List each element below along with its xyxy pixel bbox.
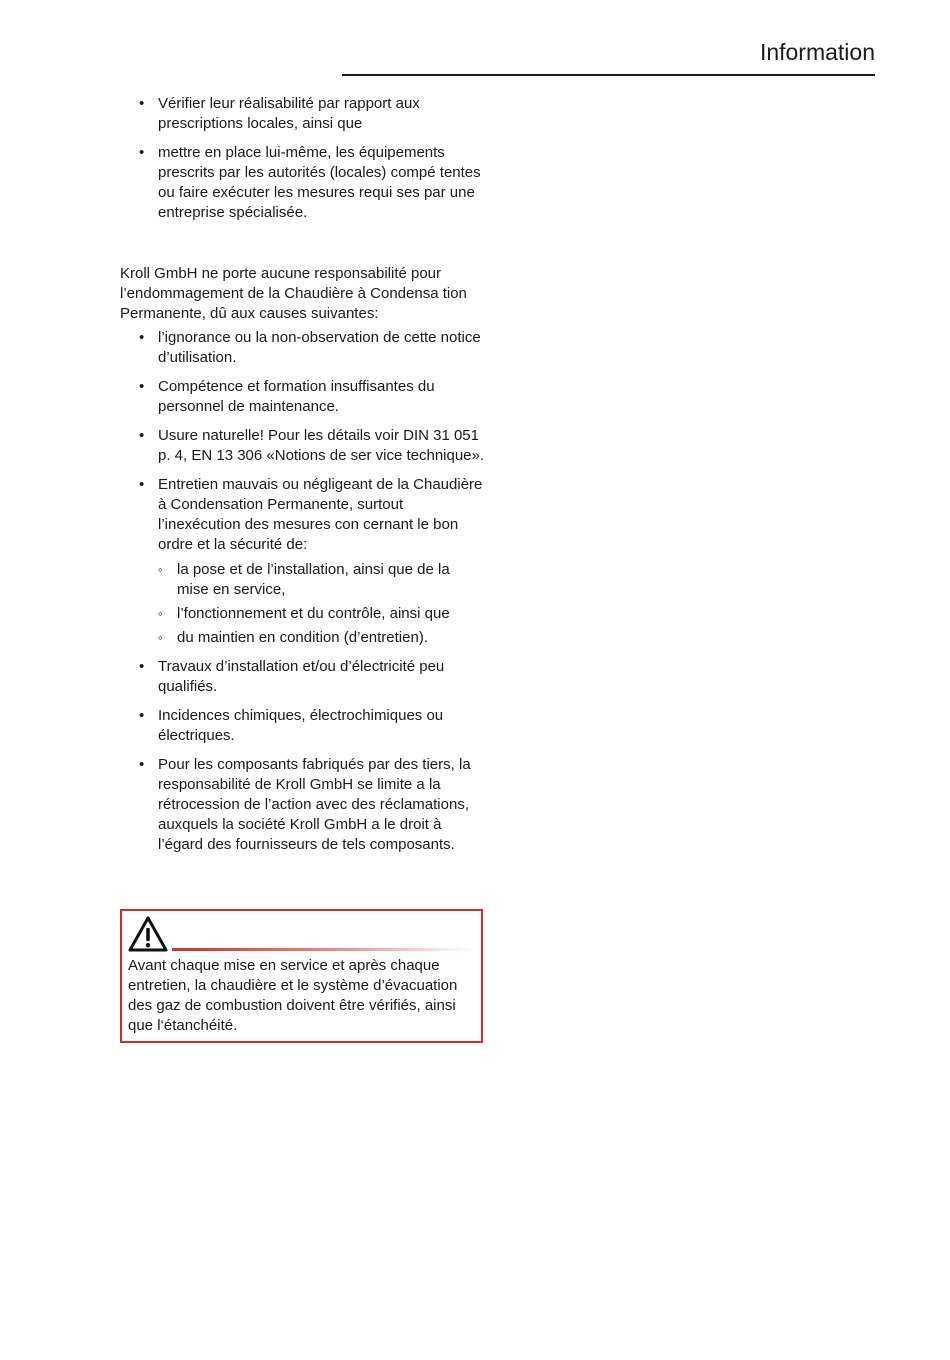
list-item: • Travaux d’installation et/ou d’électricité peu qualifiés. [120, 657, 485, 697]
list-item: • Usure naturelle! Pour les détails voir DIN 31 051 p. 4, EN 13 306 «Notions de ser vice technique». [120, 426, 485, 466]
sub-list-item: ◦ l’fonctionnement et du contrôle, ainsi que [120, 604, 485, 624]
sub-list-item: ◦ du maintien en condition (d’entretien). [120, 628, 485, 648]
warning-box [120, 909, 483, 1043]
liability-list [120, 328, 485, 855]
sub-list-item: ◦ la pose et de l’installation, ainsi que de la mise en service, [120, 560, 485, 600]
sub-list [120, 560, 485, 648]
list-item: • mettre en place lui-même, les équipements prescrits par les autorités (locales) compé tentes ou faire exécuter les mesures requi ses par une entreprise spécialisée. [120, 143, 485, 223]
list-item: • l’ignorance ou la non-observation de cette notice d’utilisation. [120, 328, 485, 368]
page-title: Information [759, 39, 875, 65]
liability-paragraph: Kroll GmbH ne porte aucune responsabilité pour l’endommagement de la Chaudière à Condensa tion Permanente, dû aux causes suivantes: [120, 265, 467, 322]
list-item: • Pour les composants fabriqués par des tiers, la responsabilité de Kroll GmbH se limite a la rétrocession de l’action avec des réclamations, auxquels la société Kroll GmbH a le droit à l’égard des fournisseurs de tels composants. [120, 755, 485, 855]
list-item: • Entretien mauvais ou négligeant de la Chaudière à Condensation Permanente, surtout l’inexécution des mesures con cernant le bon ordre et la sécurité de: [120, 475, 485, 555]
warning-text: Avant chaque mise en service et après chaque entretien, la chaudière et le système d’évacuation des gaz de combustion doivent être vérifiés, ainsi que l‘étanchéité. [128, 957, 458, 1034]
warning-triangle-icon [127, 915, 169, 953]
list-item: • Incidences chimiques, électrochimiques ou électriques. [120, 706, 485, 746]
list-item: • Compétence et formation insuffisantes du personnel de maintenance. [120, 377, 485, 417]
page-header [342, 36, 875, 76]
list-item: • Vérifier leur réalisabilité par rapport aux prescriptions locales, ainsi que [120, 94, 485, 134]
content-column [120, 94, 485, 864]
warning-divider [172, 948, 472, 951]
intro-list [120, 94, 485, 223]
